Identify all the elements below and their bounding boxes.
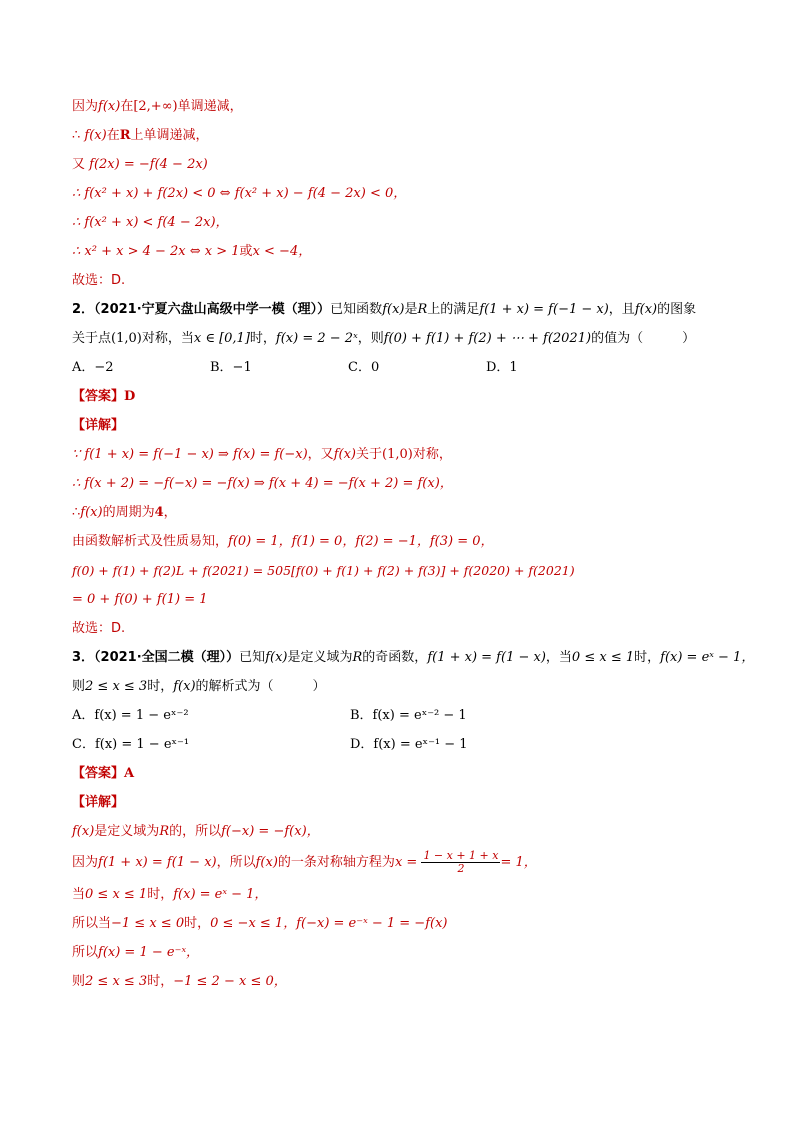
solution-line: 所以当−1 ≤ x ≤ 0时，0 ≤ −x ≤ 1，f(−x) = e⁻ˣ − 1 = −f(x) [72, 916, 448, 931]
solution-line: 当0 ≤ x ≤ 1时，f(x) = eˣ − 1， [72, 887, 268, 902]
solution-line: 故选：D. [72, 621, 126, 636]
option-c: C．f(x) = 1 − eˣ⁻¹ [72, 737, 190, 752]
option-c: C．0 [348, 360, 380, 375]
solution-line: ∴ f(x² + x) < f(4 − 2x)， [72, 215, 229, 230]
option-d: D．f(x) = eˣ⁻¹ − 1 [350, 737, 468, 752]
solution-line: = 0 + f(0) + f(1) = 1 [72, 592, 208, 607]
solution-line: f(x)是定义域为R的，所以f(−x) = −f(x)， [72, 824, 320, 839]
option-a: A．f(x) = 1 − eˣ⁻² [72, 708, 189, 723]
solution-line: 由函数解析式及性质易知，f(0) = 1，f(1) = 0，f(2) = −1，f(3) = 0， [72, 534, 494, 549]
detail-header: 【详解】 [72, 418, 125, 433]
answer-options [72, 730, 732, 759]
fraction: $\frac{1 - x + 1 + x}{2}$ [423, 849, 499, 875]
solution-line: ∴ f(x)在R上单调递减， [72, 128, 209, 143]
option-d: D．1 [486, 360, 518, 375]
solution-line: ∵ f(1 + x) = f(−1 − x) ⇒ f(x) = f(−x)，又f(x)关于(1,0)对称， [72, 447, 452, 462]
solution-line: 因为f(x)在[2,+∞)单调递减， [72, 99, 243, 114]
answer-line: 【答案】D [72, 389, 136, 404]
question-stem-line: 2．（2021·宁夏六盘山高级中学一模（理））已知函数f(x)是R上的满足f(1 + x) = f(−1 − x)，且f(x)的图象 [72, 302, 697, 317]
solution-line: 所以f(x) = 1 − e⁻ˣ， [72, 945, 200, 960]
solution-line: ∴ x² + x > 4 − 2x ⇔ x > 1或x < −4， [72, 244, 312, 259]
question-stem-line: 则2 ≤ x ≤ 3时，f(x)的解析式为（ ） [72, 679, 326, 694]
solution-line: f(0) + f(1) + f(2)L + f(2021) = 505[f(0) + f(1) + f(2) + f(3)] + f(2020) + f(2021) [72, 563, 575, 578]
answer-line: 【答案】A [72, 766, 135, 781]
solution-line: 因为f(1 + x) = f(1 − x)，所以f(x)的一条对称轴方程为x = $\frac{1 - x + 1 + x}{2}$ = 1， [72, 849, 537, 875]
option-b: B．f(x) = eˣ⁻² − 1 [350, 708, 467, 723]
solution-line: 则2 ≤ x ≤ 3时，−1 ≤ 2 − x ≤ 0， [72, 974, 287, 989]
question-3 [72, 643, 755, 996]
solution-line: 故选：D. [72, 273, 126, 288]
option-b: B．−1 [210, 360, 252, 375]
detail-header: 【详解】 [72, 795, 125, 810]
answer-options [72, 701, 732, 730]
solution-line: ∴f(x)的周期为4， [72, 505, 177, 520]
question-stem-line: 关于点(1,0)对称，当x ∈ [0,1]时，f(x) = 2 − 2ˣ，则f(0) + f(1) + f(2) + ⋯ + f(2021)的值为（ ） [72, 331, 696, 346]
question-2 [72, 295, 732, 643]
solution-line: ∴ f(x² + x) + f(2x) < 0 ⇔ f(x² + x) − f(4 − 2x) < 0， [72, 186, 407, 201]
question-stem-line: 3．（2021·全国二模（理））已知f(x)是定义域为R的奇函数，f(1 + x) = f(1 − x)，当0 ≤ x ≤ 1时，f(x) = eˣ − 1， [72, 650, 755, 665]
solution-line: 又 f(2x) = −f(4 − 2x) [72, 157, 208, 172]
solution-line: ∴ f(x + 2) = −f(−x) = −f(x) ⇒ f(x + 4) = −f(x + 2) = f(x)， [72, 476, 453, 491]
option-a: A．−2 [72, 360, 114, 375]
answer-options [72, 353, 732, 382]
solution-content [72, 92, 755, 996]
